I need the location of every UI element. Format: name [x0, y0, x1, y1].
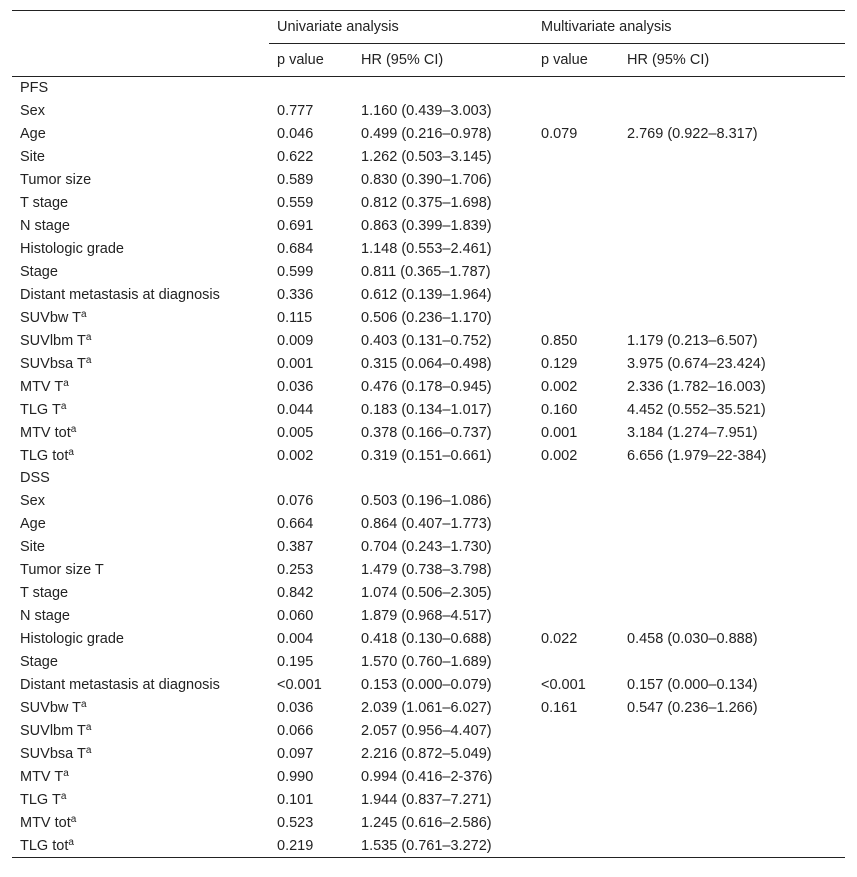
multivariate-p-cell: 0.160 [541, 401, 578, 418]
variable-label: TLG tot [20, 837, 69, 854]
table-row [12, 673, 845, 696]
univariate-p-cell: 0.076 [277, 492, 314, 509]
multivariate-p-cell [533, 214, 619, 237]
univariate-hr-cell: 0.863 (0.399–1.839) [361, 217, 492, 234]
table-row [12, 145, 845, 168]
variable-label: Sex [20, 492, 45, 509]
variable-label-cell [12, 214, 269, 237]
column-header-row [12, 44, 845, 77]
univariate-p-cell: 0.046 [277, 125, 314, 142]
header-blank-cell [12, 44, 269, 77]
multivariate-p-cell [533, 168, 619, 191]
table-row [12, 489, 845, 512]
table-row [12, 512, 845, 535]
table-row [12, 742, 845, 765]
section-header-row [12, 467, 845, 489]
multivariate-p-cell [533, 191, 619, 214]
univariate-p-cell: 0.777 [277, 102, 314, 119]
multivariate-hr-cell [619, 489, 845, 512]
univariate-hr-cell: 2.039 (1.061–6.027) [361, 699, 492, 716]
multivariate-p-cell [533, 788, 619, 811]
table-row [12, 99, 845, 122]
table-body [12, 77, 845, 858]
multivariate-p-cell [533, 489, 619, 512]
footnote-marker: a [85, 331, 92, 343]
variable-label-cell [12, 834, 269, 858]
variable-label: Age [20, 515, 46, 532]
multivariate-hr-cell [619, 535, 845, 558]
univariate-p-cell: 0.990 [277, 768, 314, 785]
variable-label: T stage [20, 194, 69, 211]
variable-label-cell [12, 489, 269, 512]
variable-label-cell [12, 719, 269, 742]
variable-label-cell [12, 306, 269, 329]
univariate-hr-cell: 1.479 (0.738–3.798) [361, 561, 492, 578]
variable-label: Tumor size [20, 171, 92, 188]
multivariate-p-cell [533, 237, 619, 260]
multivariate-hr-cell [619, 145, 845, 168]
multivariate-hr-cell [619, 168, 845, 191]
univariate-p-cell: 0.842 [277, 584, 314, 601]
multivariate-hr-cell [619, 99, 845, 122]
univariate-p-cell: 0.559 [277, 194, 314, 211]
univariate-hr-cell: 2.057 (0.956–4.407) [361, 722, 492, 739]
univariate-p-cell: 0.009 [277, 332, 314, 349]
univariate-p-cell: 0.044 [277, 401, 314, 418]
multivariate-hr-cell [619, 834, 845, 858]
footnote-marker: a [70, 423, 77, 435]
variable-label: SUVlbm T [20, 722, 86, 739]
univariate-hr-cell: 0.830 (0.390–1.706) [361, 171, 492, 188]
multivariate-p-cell: 0.002 [541, 447, 578, 464]
table-row [12, 168, 845, 191]
multivariate-hr-cell: 1.179 (0.213–6.507) [627, 332, 758, 349]
univariate-hr-cell: 0.503 (0.196–1.086) [361, 492, 492, 509]
multivariate-hr-cell: 0.157 (0.000–0.134) [627, 676, 758, 693]
table-row [12, 329, 845, 352]
variable-label: Tumor size T [20, 561, 104, 578]
variable-label-cell [12, 191, 269, 214]
multivariate-p-cell [533, 765, 619, 788]
univariate-p-cell: 0.684 [277, 240, 314, 257]
univariate-p-cell: 0.664 [277, 515, 314, 532]
univariate-hr-cell: 0.811 (0.365–1.787) [361, 263, 491, 280]
multivariate-hr-cell [619, 765, 845, 788]
multivariate-hr-cell [619, 650, 845, 673]
univariate-p-cell: 0.691 [277, 217, 314, 234]
variable-label: MTV tot [20, 814, 71, 831]
multivariate-hr-cell [619, 719, 845, 742]
univariate-hr-cell: 0.704 (0.243–1.730) [361, 538, 492, 555]
univariate-p-cell: 0.060 [277, 607, 314, 624]
univariate-p-cell: 0.101 [277, 791, 314, 808]
variable-label-cell [12, 444, 269, 467]
multivariate-p-cell [533, 719, 619, 742]
univariate-hr-cell: 2.216 (0.872–5.049) [361, 745, 492, 762]
variable-label-cell [12, 765, 269, 788]
variable-label-cell [12, 558, 269, 581]
multivariate-hr-cell [619, 260, 845, 283]
univariate-p-cell: 0.005 [277, 424, 314, 441]
table-row [12, 765, 845, 788]
univariate-hr-cell: 1.262 (0.503–3.145) [361, 148, 492, 165]
univariate-hr-cell: 0.864 (0.407–1.773) [361, 515, 492, 532]
univariate-p-cell: 0.387 [277, 538, 314, 555]
variable-label: Sex [20, 102, 45, 119]
variable-label-cell [12, 122, 269, 145]
variable-label: N stage [20, 607, 70, 624]
multivariate-hr-cell [619, 581, 845, 604]
univariate-hr-cell: 1.879 (0.968–4.517) [361, 607, 492, 624]
variable-label: SUVbw T [20, 699, 81, 716]
univariate-p-cell: 0.336 [277, 286, 314, 303]
variable-label-cell [12, 260, 269, 283]
univariate-hr-cell: 1.245 (0.616–2.586) [361, 814, 492, 831]
variable-label: MTV tot [20, 424, 71, 441]
univariate-hr-cell: 1.570 (0.760–1.689) [361, 653, 492, 670]
footnote-marker: a [85, 721, 92, 733]
univariate-hr-cell: 0.476 (0.178–0.945) [361, 378, 492, 395]
footnote-marker: a [85, 354, 92, 366]
univariate-hr-cell: 0.612 (0.139–1.964) [361, 286, 492, 303]
variable-label: N stage [20, 217, 70, 234]
multivariate-hr-cell [619, 283, 845, 306]
variable-label-cell [12, 99, 269, 122]
variable-label: Histologic grade [20, 630, 124, 647]
column-header-multivariate-hr: HR (95% CI) [619, 44, 845, 77]
univariate-p-cell: 0.097 [277, 745, 314, 762]
univariate-p-cell: 0.622 [277, 148, 314, 165]
multivariate-p-cell [533, 742, 619, 765]
multivariate-p-cell [533, 834, 619, 858]
section-title: DSS [20, 470, 50, 486]
footnote-marker: a [85, 744, 92, 756]
table-row [12, 237, 845, 260]
table-row [12, 421, 845, 444]
univariate-p-cell: 0.002 [277, 447, 314, 464]
univariate-p-cell: 0.599 [277, 263, 314, 280]
table-row [12, 834, 845, 858]
variable-label: SUVbsa T [20, 745, 86, 762]
univariate-group-header: Univariate analysis [269, 11, 533, 44]
variable-label: MTV T [20, 378, 64, 395]
group-header-row [12, 11, 845, 44]
variable-label-cell [12, 237, 269, 260]
variable-label: SUVlbm T [20, 332, 86, 349]
variable-label: T stage [20, 584, 69, 601]
univariate-p-cell: 0.219 [269, 834, 353, 858]
univariate-hr-cell: 0.812 (0.375–1.698) [361, 194, 492, 211]
multivariate-p-cell [533, 512, 619, 535]
multivariate-hr-cell [619, 742, 845, 765]
univariate-p-cell: 0.036 [277, 378, 314, 395]
variable-label: SUVbsa T [20, 355, 86, 372]
univariate-hr-cell: 0.994 (0.416–2-376) [361, 768, 493, 785]
table-row [12, 811, 845, 834]
univariate-hr-cell: 0.183 (0.134–1.017) [361, 401, 492, 418]
univariate-hr-cell: 1.944 (0.837–7.271) [361, 791, 492, 808]
variable-label-cell [12, 627, 269, 650]
table-row [12, 788, 845, 811]
multivariate-hr-cell: 0.547 (0.236–1.266) [627, 699, 758, 716]
multivariate-p-cell [533, 650, 619, 673]
footnote-marker: a [68, 836, 74, 848]
multivariate-p-cell [533, 581, 619, 604]
univariate-p-cell: 0.253 [277, 561, 314, 578]
multivariate-hr-cell [619, 788, 845, 811]
table-row [12, 375, 845, 398]
column-header-multivariate-p: p value [533, 44, 619, 77]
multivariate-p-cell [533, 535, 619, 558]
footnote-marker: a [63, 377, 69, 389]
multivariate-p-cell: 0.022 [541, 630, 578, 647]
univariate-p-cell: 0.001 [277, 355, 314, 372]
variable-label: MTV T [20, 768, 64, 785]
footnote-marker: a [68, 446, 74, 458]
variable-label: Site [20, 538, 45, 555]
column-header-univariate-hr: HR (95% CI) [353, 44, 533, 77]
univariate-hr-cell: 0.418 (0.130–0.688) [361, 630, 492, 647]
multivariate-hr-cell: 6.656 (1.979–22-384) [627, 447, 767, 464]
variable-label-cell [12, 604, 269, 627]
table-row [12, 283, 845, 306]
table-row [12, 650, 845, 673]
multivariate-hr-cell [619, 604, 845, 627]
multivariate-group-header: Multivariate analysis [533, 11, 845, 44]
variable-label-cell [12, 168, 269, 191]
multivariate-p-cell: 0.001 [541, 424, 578, 441]
univariate-hr-cell: 0.499 (0.216–0.978) [361, 125, 492, 142]
column-header-univariate-p: p value [269, 44, 353, 77]
multivariate-p-cell [533, 604, 619, 627]
footnote-marker: a [60, 400, 67, 412]
variable-label: TLG tot [20, 447, 69, 464]
univariate-hr-cell: 1.535 (0.761–3.272) [353, 834, 533, 858]
table-row [12, 444, 845, 467]
univariate-p-cell: 0.115 [277, 309, 313, 326]
variable-label: Histologic grade [20, 240, 124, 257]
multivariate-p-cell: 0.850 [541, 332, 578, 349]
univariate-p-cell: 0.523 [277, 814, 314, 831]
univariate-p-cell: 0.004 [277, 630, 314, 647]
variable-label: TLG T [20, 791, 61, 808]
variable-label-cell [12, 535, 269, 558]
variable-label: Stage [20, 653, 58, 670]
variable-label-cell [12, 421, 269, 444]
variable-label: Stage [20, 263, 58, 280]
univariate-hr-cell: 0.378 (0.166–0.737) [361, 424, 492, 441]
univariate-hr-cell: 0.319 (0.151–0.661) [361, 447, 492, 464]
multivariate-p-cell [533, 558, 619, 581]
multivariate-p-cell [533, 811, 619, 834]
variable-label-cell [12, 145, 269, 168]
multivariate-hr-cell [619, 512, 845, 535]
multivariate-hr-cell [619, 306, 845, 329]
table-row [12, 214, 845, 237]
multivariate-p-cell [533, 306, 619, 329]
univariate-p-cell: 0.066 [277, 722, 314, 739]
footnote-marker: a [70, 813, 77, 825]
multivariate-p-cell [533, 99, 619, 122]
variable-label-cell [12, 742, 269, 765]
univariate-p-cell: 0.589 [277, 171, 314, 188]
multivariate-hr-cell [619, 237, 845, 260]
table-row [12, 191, 845, 214]
table-row [12, 398, 845, 421]
variable-label-cell [12, 650, 269, 673]
multivariate-p-cell: 0.079 [541, 125, 578, 142]
variable-label-cell [12, 788, 269, 811]
table-row [12, 122, 845, 145]
univariate-hr-cell: 0.315 (0.064–0.498) [361, 355, 492, 372]
table-row [12, 581, 845, 604]
variable-label: Age [20, 125, 46, 142]
survival-analysis-table [12, 10, 845, 858]
univariate-hr-cell: 1.074 (0.506–2.305) [361, 584, 492, 601]
footnote-marker: a [80, 698, 87, 710]
multivariate-hr-cell [619, 191, 845, 214]
univariate-p-cell: 0.195 [277, 653, 314, 670]
multivariate-hr-cell: 0.458 (0.030–0.888) [627, 630, 758, 647]
footnote-marker: a [60, 790, 67, 802]
multivariate-p-cell [533, 145, 619, 168]
multivariate-hr-cell [619, 558, 845, 581]
footnote-marker: a [63, 767, 69, 779]
multivariate-hr-cell: 4.452 (0.552–35.521) [627, 401, 766, 418]
variable-label-cell [12, 375, 269, 398]
variable-label-cell [12, 696, 269, 719]
variable-label: SUVbw T [20, 309, 81, 326]
variable-label-cell [12, 811, 269, 834]
variable-label-cell [12, 352, 269, 375]
variable-label-cell [12, 398, 269, 421]
univariate-hr-cell: 0.153 (0.000–0.079) [361, 676, 492, 693]
multivariate-hr-cell: 3.184 (1.274–7.951) [627, 424, 758, 441]
variable-label-cell [12, 283, 269, 306]
multivariate-hr-cell: 2.336 (1.782–16.003) [627, 378, 766, 395]
multivariate-hr-cell: 2.769 (0.922–8.317) [627, 125, 758, 142]
multivariate-hr-cell [619, 811, 845, 834]
footnote-marker: a [80, 308, 87, 320]
table-row [12, 535, 845, 558]
section-header-row [12, 77, 845, 100]
table-row [12, 719, 845, 742]
section-title: PFS [20, 80, 49, 96]
header-blank-cell [12, 11, 269, 44]
table-row [12, 696, 845, 719]
variable-label: Site [20, 148, 45, 165]
multivariate-hr-cell [619, 214, 845, 237]
multivariate-p-cell: <0.001 [541, 676, 586, 693]
multivariate-p-cell [533, 283, 619, 306]
multivariate-p-cell: 0.129 [541, 355, 578, 372]
univariate-hr-cell: 1.148 (0.553–2.461) [361, 240, 492, 257]
univariate-p-cell: 0.036 [277, 699, 314, 716]
table-row [12, 306, 845, 329]
univariate-hr-cell: 1.160 (0.439–3.003) [361, 102, 492, 119]
table-row [12, 558, 845, 581]
univariate-p-cell: <0.001 [277, 676, 322, 693]
multivariate-hr-cell: 3.975 (0.674–23.424) [627, 355, 766, 372]
multivariate-p-cell [533, 260, 619, 283]
table-header [12, 11, 845, 77]
variable-label-cell [12, 581, 269, 604]
table-row [12, 352, 845, 375]
table-row [12, 627, 845, 650]
univariate-hr-cell: 0.403 (0.131–0.752) [361, 332, 492, 349]
variable-label: Distant metastasis at diagnosis [20, 676, 220, 693]
univariate-hr-cell: 0.506 (0.236–1.170) [361, 309, 492, 326]
multivariate-p-cell: 0.002 [541, 378, 578, 395]
multivariate-p-cell: 0.161 [541, 699, 578, 716]
table-row [12, 604, 845, 627]
variable-label: Distant metastasis at diagnosis [20, 286, 220, 303]
variable-label: TLG T [20, 401, 61, 418]
variable-label-cell [12, 329, 269, 352]
variable-label-cell [12, 673, 269, 696]
table-row [12, 260, 845, 283]
variable-label-cell [12, 512, 269, 535]
